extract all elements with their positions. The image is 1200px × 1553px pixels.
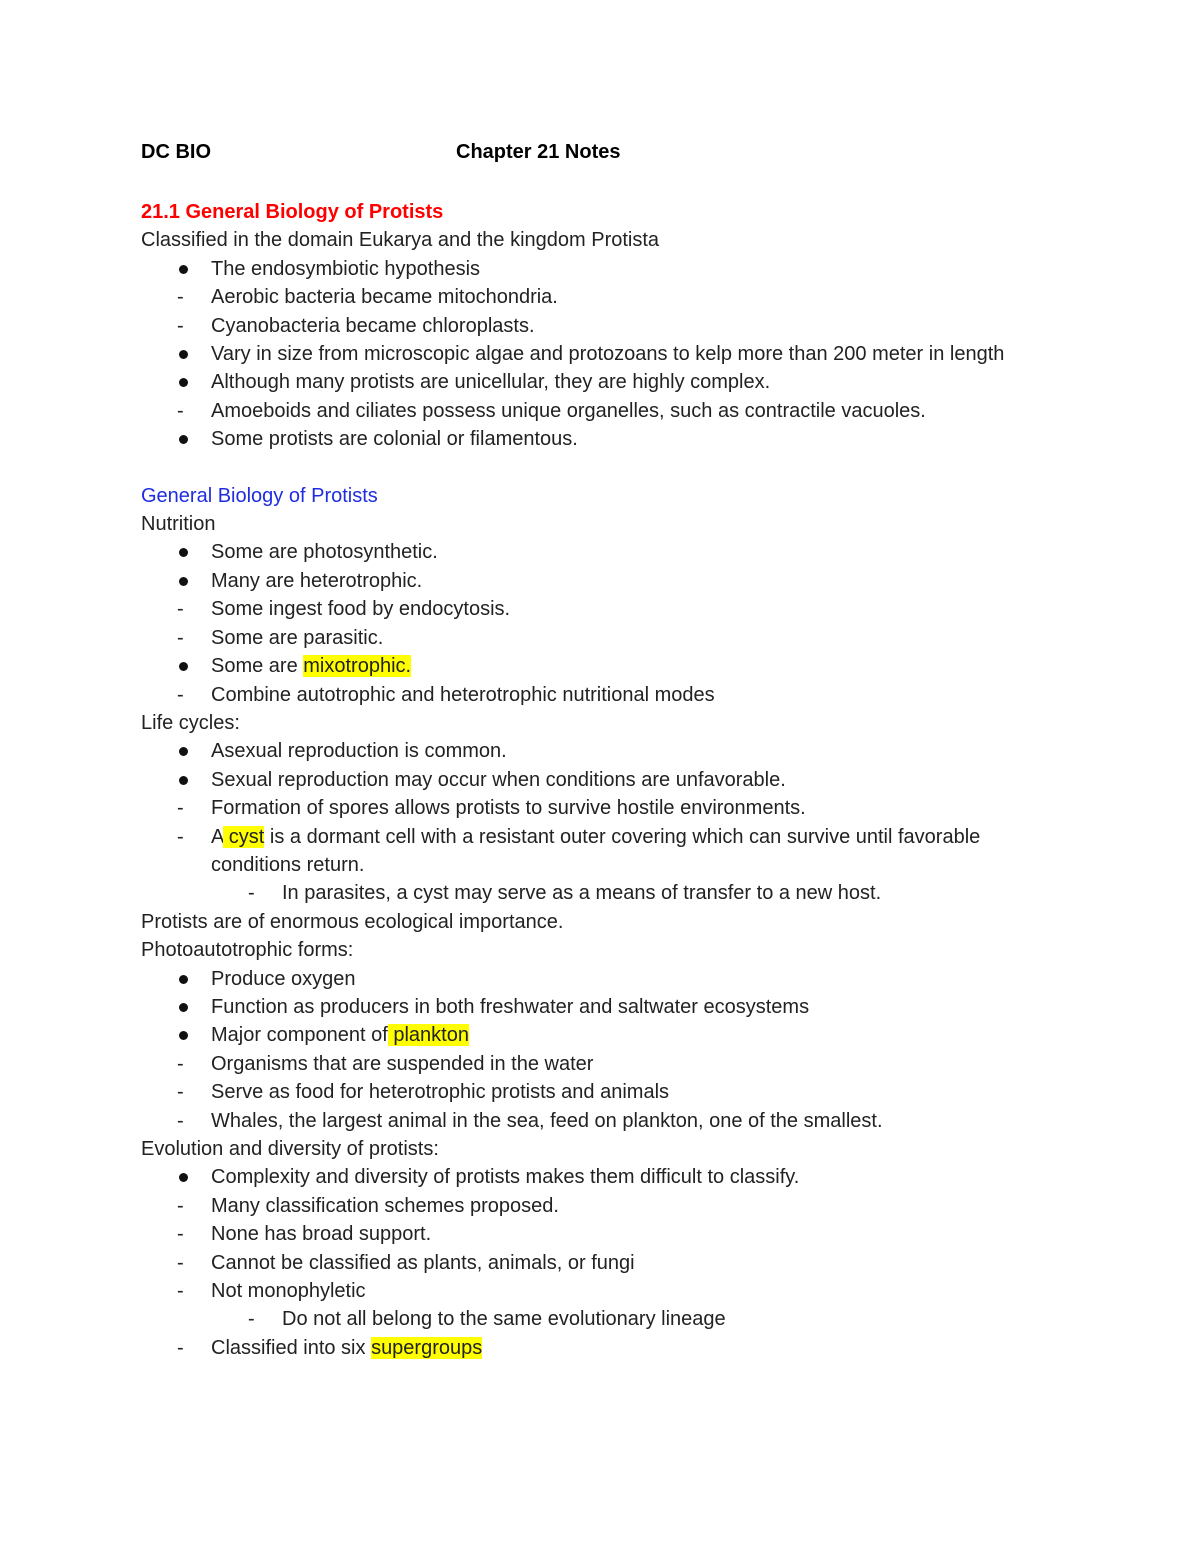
- dash-marker: -: [177, 314, 184, 337]
- item-text: Organisms that are suspended in the water: [211, 1052, 594, 1075]
- nutrition-list: [141, 538, 1061, 708]
- photo-label: Photoautotrophic forms:: [141, 939, 354, 962]
- list-item: [141, 652, 1061, 680]
- dash-marker: -: [177, 797, 184, 820]
- list-item: [141, 595, 1061, 623]
- item-text: Some are: [211, 655, 304, 678]
- list-item: [141, 340, 1061, 368]
- list-item: [141, 538, 1061, 566]
- bullet-icon: [179, 747, 188, 756]
- list-item: [141, 425, 1061, 453]
- item-text: Formation of spores allows protists to survive hostile environments.: [211, 797, 806, 820]
- dash-marker: -: [177, 1109, 184, 1132]
- item-text: Many classification schemes proposed.: [211, 1194, 559, 1217]
- dash-marker: -: [177, 399, 184, 422]
- item-text: Cannot be classified as plants, animals, or fungi: [211, 1251, 635, 1274]
- highlighted-term: supergroups: [371, 1336, 483, 1359]
- item-text: Asexual reproduction is common.: [211, 740, 507, 763]
- chapter-title: Chapter 21 Notes: [456, 141, 621, 163]
- item-text: Amoeboids and ciliates possess unique organelles, such as contractile vacuoles.: [211, 399, 926, 422]
- bullet-icon: [179, 1003, 188, 1012]
- item-text: Function as producers in both freshwater and saltwater ecosystems: [211, 995, 810, 1018]
- section-intro: Classified in the domain Eukarya and the kingdom Protista: [141, 229, 660, 252]
- bullet-icon: [179, 1031, 188, 1040]
- list-item: [141, 1107, 1061, 1135]
- item-text: None has broad support.: [211, 1223, 432, 1246]
- importance-line: Protists are of enormous ecological importance.: [141, 910, 564, 933]
- item-text: The endosymbiotic hypothesis: [211, 257, 481, 280]
- list-item: [141, 1249, 1061, 1277]
- bullet-icon: [179, 577, 188, 586]
- evolution-list: [141, 1163, 1061, 1362]
- highlighted-term: plankton: [387, 1024, 469, 1047]
- bullet-icon: [179, 435, 188, 444]
- item-text: Serve as food for heterotrophic protists and animals: [211, 1081, 670, 1104]
- dash-marker: -: [248, 882, 255, 905]
- bullet-icon: [179, 378, 188, 387]
- dash-marker: -: [177, 1081, 184, 1104]
- list-item: [141, 312, 1061, 340]
- item-text: Classified into six: [211, 1336, 372, 1359]
- list-item: [141, 1050, 1061, 1078]
- list-item: [141, 993, 1061, 1021]
- spacer: [141, 454, 1061, 482]
- notes-body: [141, 198, 1061, 1362]
- bullet-icon: [179, 350, 188, 359]
- page-header: [141, 141, 1041, 164]
- item-text: A: [211, 825, 224, 848]
- dash-marker: -: [248, 1308, 255, 1331]
- life-cycles-list: [141, 737, 1061, 907]
- bullet-icon: [179, 975, 188, 984]
- list-item: [141, 766, 1061, 794]
- photo-list: [141, 965, 1061, 1135]
- item-text: Vary in size from microscopic algae and protozoans to kelp more than 200 meter in length: [211, 343, 1005, 366]
- item-text: Combine autotrophic and heterotrophic nutritional modes: [211, 683, 715, 706]
- list-item: [141, 255, 1061, 283]
- dash-marker: -: [177, 1223, 184, 1246]
- item-text: Some are photosynthetic.: [211, 541, 438, 564]
- item-text: In parasites, a cyst may serve as a means of transfer to a new host.: [282, 882, 882, 905]
- item-text: Not monophyletic: [211, 1280, 366, 1303]
- dash-marker: -: [177, 286, 184, 309]
- item-text: Whales, the largest animal in the sea, feed on plankton, one of the smallest.: [211, 1109, 883, 1132]
- list-item: [141, 823, 1061, 880]
- dash-marker: -: [177, 1052, 184, 1075]
- list-item: [141, 879, 1061, 907]
- list-item: [141, 283, 1061, 311]
- dash-marker: -: [177, 626, 184, 649]
- section1-list: [141, 255, 1061, 454]
- item-text: Although many protists are unicellular, they are highly complex.: [211, 371, 771, 394]
- list-item: [141, 965, 1061, 993]
- item-text: Some are parasitic.: [211, 626, 384, 649]
- item-text: Produce oxygen: [211, 967, 356, 990]
- item-text: Many are heterotrophic.: [211, 569, 423, 592]
- item-text: is a dormant cell with a resistant outer covering which can survive until favorable: [264, 825, 981, 848]
- list-item: [141, 737, 1061, 765]
- bullet-icon: [179, 548, 188, 557]
- list-item: [141, 368, 1061, 396]
- evolution-label: Evolution and diversity of protists:: [141, 1138, 439, 1160]
- item-text: Complexity and diversity of protists makes them difficult to classify.: [211, 1166, 800, 1189]
- item-text: Cyanobacteria became chloroplasts.: [211, 314, 535, 337]
- list-item: [141, 1078, 1061, 1106]
- list-item: [141, 1277, 1061, 1305]
- subsection-title: General Biology of Protists: [141, 484, 378, 507]
- list-item: [141, 1305, 1061, 1333]
- item-text: Some protists are colonial or filamentous.: [211, 428, 578, 451]
- list-item: [141, 1334, 1061, 1362]
- list-item: [141, 1163, 1061, 1191]
- highlighted-term: cyst: [223, 825, 265, 848]
- life-cycles-label: Life cycles:: [141, 711, 240, 734]
- item-text: Sexual reproduction may occur when conditions are unfavorable.: [211, 768, 786, 791]
- dash-marker: -: [177, 825, 184, 848]
- list-item: [141, 794, 1061, 822]
- dash-marker: -: [177, 1336, 184, 1359]
- highlighted-term: mixotrophic.: [303, 655, 412, 678]
- list-item: [141, 681, 1061, 709]
- dash-marker: -: [177, 1280, 184, 1303]
- list-item: [141, 567, 1061, 595]
- item-text: Do not all belong to the same evolutionary lineage: [282, 1308, 726, 1331]
- item-text: Major component of: [211, 1024, 388, 1047]
- dash-marker: -: [177, 598, 184, 621]
- list-item: [141, 397, 1061, 425]
- bullet-icon: [179, 265, 188, 274]
- item-text: Some ingest food by endocytosis.: [211, 598, 511, 621]
- bullet-icon: [179, 1173, 188, 1182]
- dash-marker: -: [177, 683, 184, 706]
- section-title: 21.1 General Biology of Protists: [141, 201, 444, 223]
- bullet-icon: [179, 662, 188, 671]
- course-label: DC BIO: [141, 141, 211, 163]
- dash-marker: -: [177, 1251, 184, 1274]
- item-text-continued: conditions return.: [211, 853, 365, 876]
- nutrition-label: Nutrition: [141, 513, 216, 536]
- dash-marker: -: [177, 1194, 184, 1217]
- bullet-icon: [179, 776, 188, 785]
- list-item: [141, 1220, 1061, 1248]
- list-item: [141, 624, 1061, 652]
- list-item: [141, 1192, 1061, 1220]
- list-item: [141, 1021, 1061, 1049]
- item-text: Aerobic bacteria became mitochondria.: [211, 286, 558, 309]
